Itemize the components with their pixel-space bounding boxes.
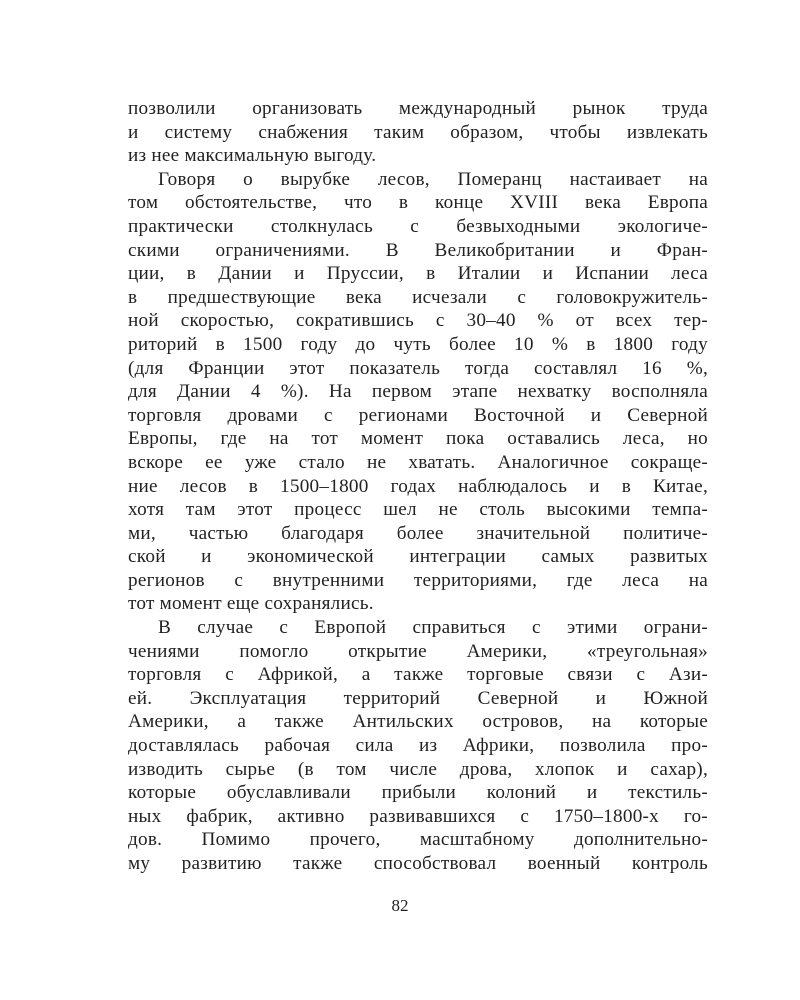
text-line: хотя там этот процесс шел не столь высокими темпа-	[128, 499, 708, 521]
text-line: позволили организовать международный рынок труда	[128, 98, 708, 119]
text-line: и систему снабжения таким образом, чтобы извлекать	[128, 121, 708, 143]
text-line: Америки, а также Антильских островов, на которые	[128, 711, 708, 733]
page-number: 82	[391, 896, 409, 915]
text-line: торговля с Африкой, а также торговые связи с Ази-	[128, 664, 708, 686]
body-text	[128, 97, 708, 876]
text-line: В случае с Европой справиться с этими ограни-	[158, 617, 708, 639]
text-line: ции, в Дании и Пруссии, в Италии и Испании леса	[128, 263, 708, 285]
text-line: том обстоятельстве, что в конце XVIII века Европа	[128, 192, 708, 214]
text-line: регионов с внутренними территориями, где леса на	[128, 569, 708, 591]
text-line: для Дании 4 %). На первом этапе нехватку восполняла	[128, 381, 708, 403]
text-line: ной скоростью, сократившись с 30–40 % от всех тер-	[128, 310, 708, 332]
text-line: Европы, где на тот момент пока оставались леса, но	[128, 428, 708, 450]
text-line: тот момент еще сохранялись.	[128, 593, 374, 615]
text-line: изводить сырье (в том числе дрова, хлопок и сахар),	[128, 758, 708, 780]
text-line: Говоря о вырубке лесов, Померанц настаивает на	[158, 168, 708, 190]
text-line: дов. Помимо прочего, масштабному дополнительно-	[128, 829, 708, 851]
text-line: ми, частью благодаря более значительной политиче-	[128, 522, 708, 544]
text-line: ей. Эксплуатация территорий Северной и Южной	[128, 687, 708, 709]
text-line: чениями помогло открытие Америки, «треугольная»	[128, 640, 708, 662]
text-line: му развитию также способствовал военный контроль	[128, 853, 708, 874]
text-line: вскоре ее уже стало не хватать. Аналогичное сокраще-	[128, 451, 708, 473]
text-line: которые обуславливали прибыли колоний и текстиль-	[128, 782, 708, 804]
text-line: практически столкнулась с безвыходными экологиче-	[128, 215, 708, 237]
text-line: в предшествующие века исчезали с головокружитель-	[128, 286, 708, 308]
text-line: ние лесов в 1500–1800 годах наблюдалось и в Китае,	[128, 475, 708, 497]
text-line: (для Франции этот показатель тогда составлял 16 %,	[128, 357, 708, 379]
text-line: скими ограничениями. В Великобритании и Фран-	[128, 239, 708, 261]
text-line: ных фабрик, активно развивавшихся с 1750–1800-х го-	[128, 805, 708, 827]
text-line: доставлялась рабочая сила из Африки, позволила про-	[128, 735, 708, 757]
text-line: из нее максимальную выгоду.	[128, 145, 377, 167]
text-line: ской и экономической интеграции самых развитых	[128, 546, 708, 568]
text-line: риторий в 1500 году до чуть более 10 % в 1800 году	[128, 333, 708, 355]
text-line: торговля дровами с регионами Восточной и Северной	[128, 404, 708, 426]
